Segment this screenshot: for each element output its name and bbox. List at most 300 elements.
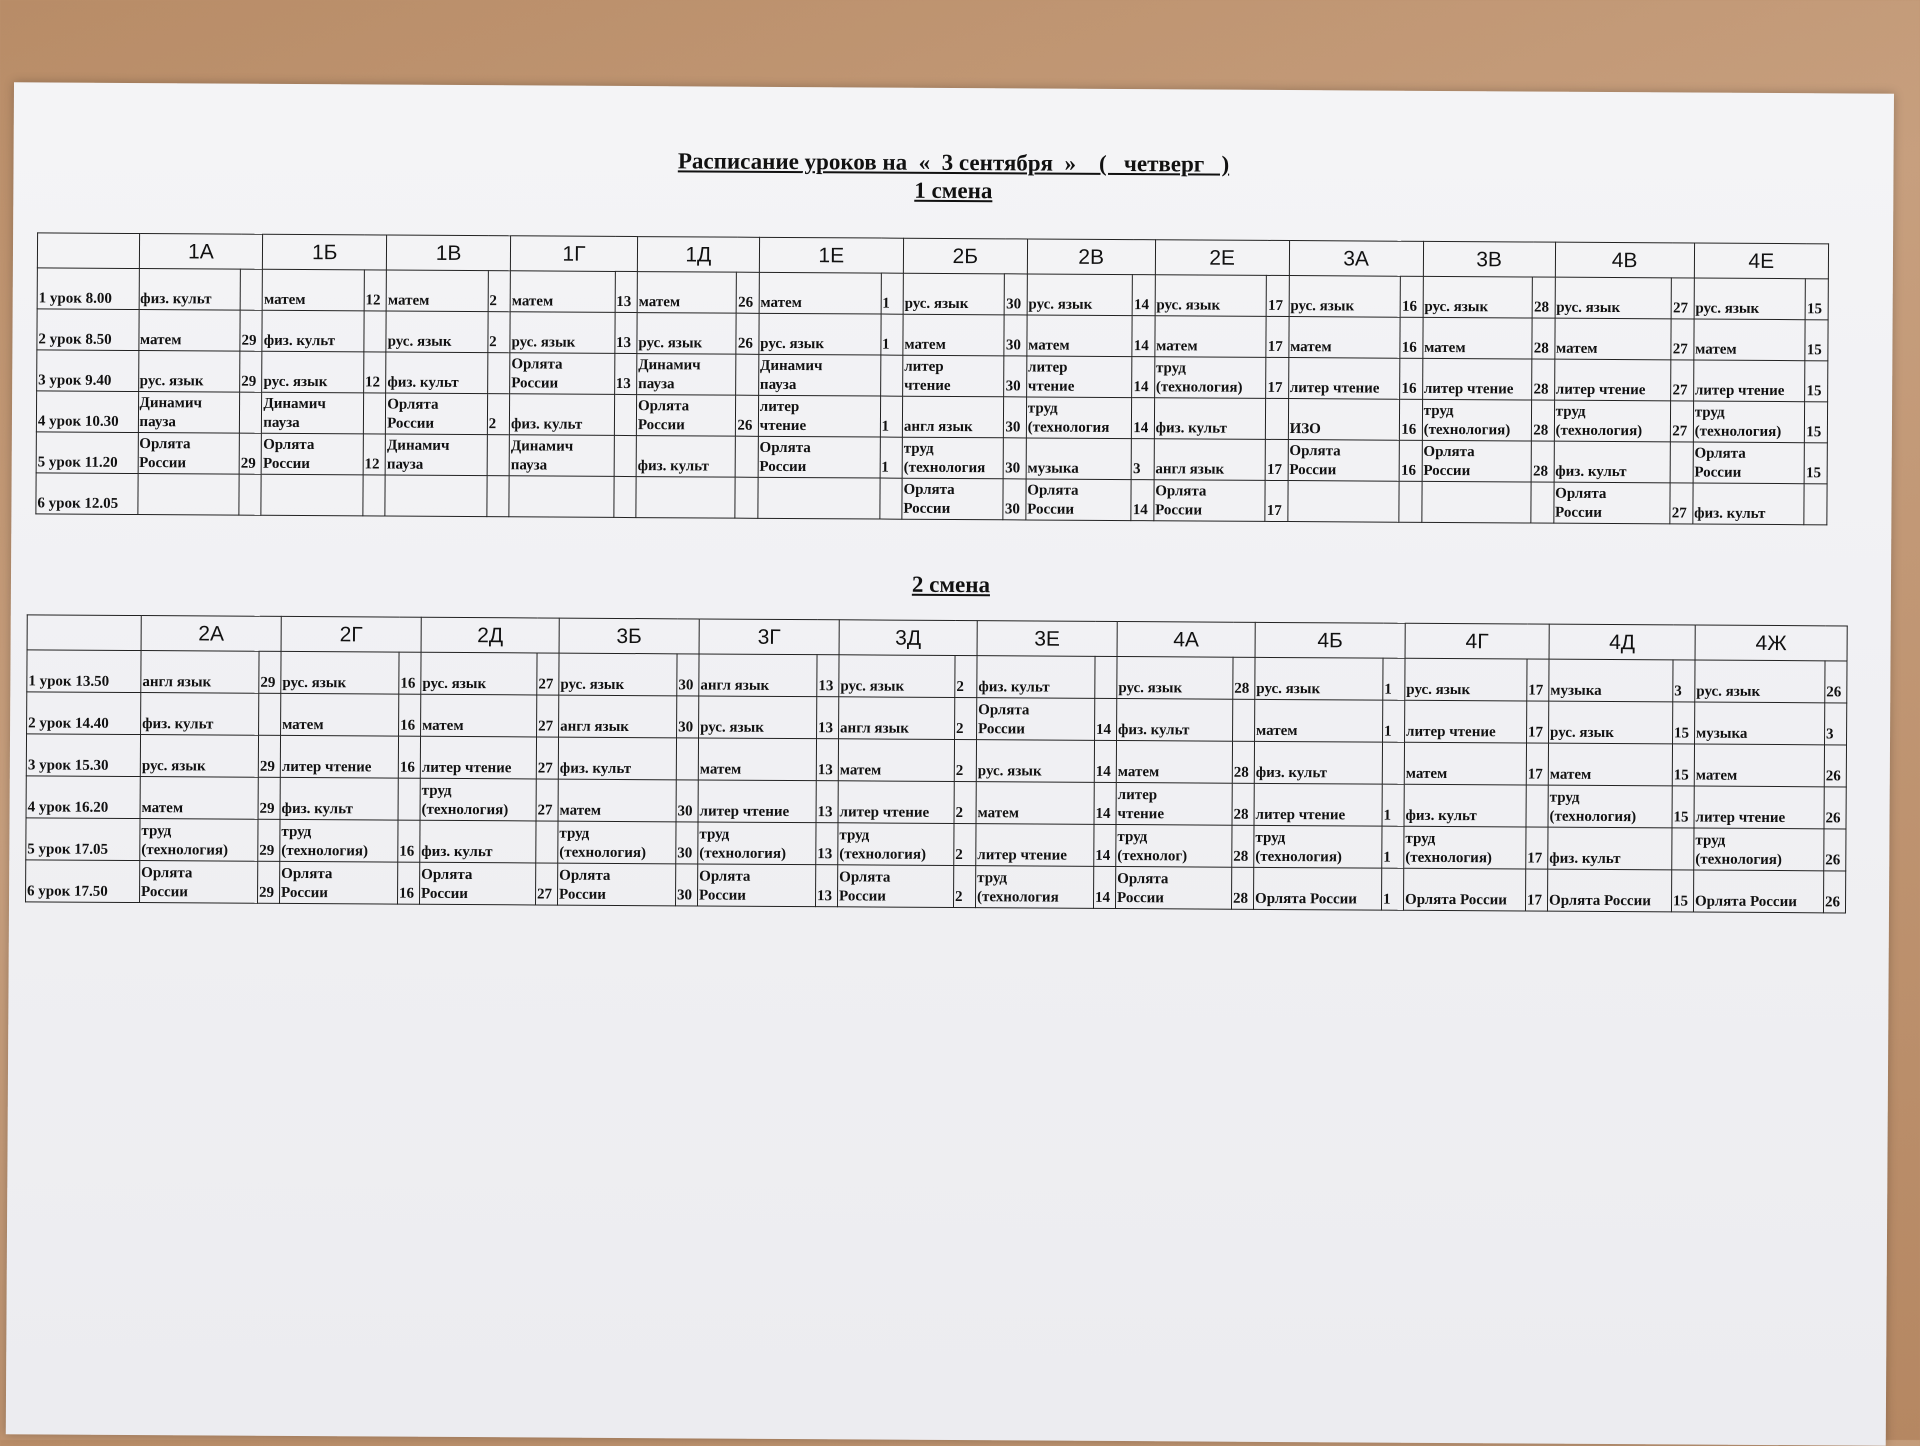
room-cell: 12	[364, 270, 387, 311]
room-cell	[487, 353, 510, 394]
room-cell	[1531, 482, 1554, 523]
subject-cell: матем	[1694, 744, 1824, 787]
subject-cell: труд (технология	[1026, 397, 1132, 439]
subject-cell: матем	[1155, 316, 1267, 358]
subject-cell: литер чтение	[1422, 358, 1532, 400]
subject-cell: рус. язык	[1155, 275, 1267, 317]
room-cell: 27	[1671, 319, 1694, 360]
room-cell: 13	[817, 655, 839, 697]
subject-cell: Орлята России	[902, 478, 1004, 520]
room-cell: 1	[880, 437, 903, 478]
class-header: 3Б	[559, 618, 699, 654]
subject-cell: Динамич пауза	[758, 354, 880, 396]
class-header: 2А	[141, 616, 281, 652]
room-cell: 30	[676, 822, 698, 864]
room-cell: 26	[1824, 787, 1846, 829]
subject-cell: Орлята России	[386, 393, 488, 435]
room-cell: 16	[1400, 276, 1423, 317]
subject-cell: труд (технология)	[1254, 825, 1382, 868]
room-cell: 1	[1382, 826, 1404, 868]
room-cell	[614, 435, 637, 476]
room-cell: 2	[955, 698, 977, 740]
header-corner	[37, 233, 139, 269]
class-header: 1В	[387, 235, 511, 271]
room-cell	[1526, 785, 1548, 827]
room-cell	[1672, 828, 1694, 870]
subject-cell: труд (технология)	[140, 819, 258, 862]
room-cell: 17	[1525, 869, 1547, 911]
room-cell: 14	[1095, 698, 1117, 740]
room-cell	[1233, 699, 1255, 741]
room-cell: 14	[1093, 866, 1115, 908]
room-cell: 1	[1382, 784, 1404, 826]
room-cell	[363, 393, 386, 434]
room-cell: 30	[1004, 315, 1027, 356]
subject-cell: Орлята России	[140, 861, 258, 904]
room-cell: 1	[1381, 868, 1403, 910]
subject-cell: матем	[903, 314, 1005, 356]
subject-cell: физ. культ	[1693, 483, 1805, 525]
room-cell: 16	[399, 652, 421, 694]
room-cell	[880, 355, 903, 396]
room-cell: 14	[1132, 275, 1155, 316]
room-cell: 14	[1131, 480, 1154, 521]
room-cell: 12	[364, 352, 387, 393]
subject-cell: труд (технология)	[698, 822, 816, 865]
subject-cell: Орлята России	[510, 353, 615, 395]
room-cell	[487, 476, 510, 517]
subject-cell	[509, 476, 614, 518]
room-cell: 28	[1232, 741, 1254, 783]
lesson-time: 5 урок 17.05	[26, 818, 140, 861]
room-cell: 28	[1233, 657, 1255, 699]
room-cell: 2	[955, 656, 977, 698]
subject-cell: Орлята России	[697, 864, 815, 907]
room-cell: 14	[1132, 316, 1155, 357]
room-cell: 2	[488, 312, 511, 353]
class-header: 3В	[1423, 241, 1555, 277]
room-cell	[363, 475, 386, 516]
class-header: 1Б	[263, 234, 387, 270]
room-cell: 17	[1266, 357, 1289, 398]
subject-cell: матем	[558, 779, 676, 822]
room-cell: 13	[614, 353, 637, 394]
class-header: 3А	[1289, 241, 1423, 277]
lesson-time: 2 урок 14.40	[27, 692, 141, 735]
subject-cell	[1288, 481, 1400, 523]
subject-cell: англ язык	[1154, 439, 1266, 481]
subject-cell	[261, 474, 363, 516]
subject-cell: рус. язык	[1117, 657, 1233, 700]
room-cell	[536, 821, 558, 863]
room-cell: 13	[816, 823, 838, 865]
room-cell: 15	[1804, 443, 1827, 484]
subject-cell: литер чтение	[280, 735, 398, 778]
subject-cell: рус. язык	[903, 273, 1005, 315]
subject-cell: литер чтение	[1116, 783, 1232, 826]
room-cell: 26	[736, 313, 759, 354]
room-cell: 1	[880, 396, 903, 437]
subject-cell: Орлята России	[420, 862, 536, 905]
subject-cell: матем	[281, 693, 399, 736]
room-cell: 28	[1532, 400, 1555, 441]
subject-cell: рус. язык	[1555, 277, 1672, 319]
room-cell: 3	[1825, 703, 1847, 745]
subject-cell: труд (технология)	[280, 819, 398, 862]
room-cell: 27	[1671, 401, 1694, 442]
room-cell: 17	[1526, 743, 1548, 785]
subject-cell: литер чтение	[1693, 360, 1805, 402]
room-cell: 16	[1400, 358, 1423, 399]
room-cell: 13	[614, 312, 637, 353]
lesson-time: 3 урок 15.30	[26, 734, 140, 777]
subject-cell: труд (технолог)	[1116, 825, 1232, 868]
subject-cell: матем	[140, 777, 258, 820]
room-cell: 1	[1383, 658, 1405, 700]
room-cell: 29	[239, 433, 262, 474]
class-header: 2Е	[1155, 240, 1289, 276]
room-cell	[736, 436, 759, 477]
room-cell: 27	[537, 653, 559, 695]
room-cell	[614, 394, 637, 435]
room-cell: 27	[1670, 483, 1693, 524]
subject-cell: литер чтение	[976, 824, 1094, 867]
subject-cell: музыка	[1026, 438, 1132, 480]
subject-cell: матем	[637, 272, 737, 314]
room-cell: 13	[817, 697, 839, 739]
room-cell	[1382, 742, 1404, 784]
room-cell: 28	[1532, 318, 1555, 359]
room-cell: 2	[488, 271, 511, 312]
class-header: 1Д	[637, 237, 759, 273]
room-cell: 17	[1527, 701, 1549, 743]
subject-cell: музыка	[1695, 702, 1825, 745]
room-cell: 13	[816, 739, 838, 781]
room-cell: 2	[954, 740, 976, 782]
subject-cell: рус. язык	[1695, 660, 1825, 703]
subject-cell: рус. язык	[1027, 274, 1133, 316]
subject-cell: рус. язык	[281, 651, 399, 694]
subject-cell: труд (технология)	[838, 823, 954, 866]
room-cell: 28	[1531, 441, 1554, 482]
room-cell: 15	[1805, 320, 1828, 361]
room-cell: 30	[1004, 356, 1027, 397]
subject-cell: матем	[421, 694, 537, 737]
subject-cell: рус. язык	[140, 735, 258, 778]
subject-cell: Орлята России	[280, 861, 398, 904]
subject-cell: физ. культ	[386, 352, 488, 394]
room-cell	[1266, 398, 1289, 439]
room-cell: 17	[1265, 480, 1288, 521]
subject-cell: музыка	[1549, 659, 1673, 702]
subject-cell: рус. язык	[839, 655, 955, 698]
class-header: 4А	[1117, 622, 1255, 658]
subject-cell: физ. культ	[1154, 398, 1266, 440]
subject-cell: рус. язык	[1289, 276, 1401, 318]
subject-cell: рус. язык	[759, 313, 881, 355]
subject-cell: Орлята России	[1693, 442, 1805, 484]
subject-cell: матем	[1548, 743, 1672, 786]
room-cell	[239, 474, 262, 515]
room-cell	[259, 693, 281, 735]
shift2-heading: 2 смена	[911, 571, 991, 598]
room-cell	[735, 477, 758, 518]
subject-cell: рус. язык	[421, 652, 537, 695]
class-header: 3Е	[977, 621, 1117, 657]
room-cell: 16	[398, 862, 420, 904]
room-cell: 16	[398, 820, 420, 862]
subject-cell: англ язык	[699, 654, 817, 697]
room-cell: 16	[1400, 317, 1423, 358]
room-cell	[676, 738, 698, 780]
subject-cell	[385, 475, 487, 517]
class-header: 3Д	[839, 620, 977, 656]
room-cell: 16	[399, 694, 421, 736]
subject-cell: рус. язык	[976, 740, 1094, 783]
room-cell: 15	[1672, 744, 1694, 786]
room-cell: 17	[1266, 275, 1289, 316]
room-cell: 12	[363, 434, 386, 475]
subject-cell: матем	[838, 739, 954, 782]
room-cell: 15	[1805, 361, 1828, 402]
room-cell	[398, 778, 420, 820]
schedule-title: Расписание уроков на « 3 сентября » ( четверг )	[677, 148, 1230, 177]
class-header: 4Е	[1694, 243, 1828, 279]
subject-cell: матем	[1554, 318, 1671, 360]
class-header: 3Г	[699, 619, 839, 655]
class-header: 4Г	[1405, 623, 1549, 659]
subject-cell: матем	[1027, 315, 1133, 357]
subject-cell: рус. язык	[1405, 658, 1527, 701]
subject-cell: Динамич пауза	[385, 434, 487, 476]
room-cell: 27	[1671, 278, 1694, 319]
room-cell	[240, 269, 263, 310]
room-cell	[1670, 442, 1693, 483]
subject-cell: литер чтение	[1405, 700, 1527, 743]
room-cell: 29	[258, 735, 280, 777]
subject-cell: труд (технология	[902, 437, 1004, 479]
subject-cell: труд (технология)	[1404, 826, 1526, 869]
subject-cell: матем	[138, 310, 240, 352]
lesson-time: 3 урок 9.40	[37, 350, 139, 392]
subject-cell: Динамич пауза	[262, 392, 364, 434]
room-cell: 30	[1004, 438, 1027, 479]
subject-cell	[636, 477, 736, 519]
subject-cell: физ. культ	[141, 693, 259, 736]
subject-cell: литер чтение	[1254, 783, 1382, 826]
subject-cell	[758, 477, 880, 519]
subject-cell: литер чтение	[420, 736, 536, 779]
subject-cell: физ. культ	[558, 737, 676, 780]
subject-cell: рус. язык	[1549, 701, 1673, 744]
room-cell: 30	[677, 696, 699, 738]
subject-cell: физ. культ	[636, 436, 736, 478]
subject-cell: литер чтение	[903, 355, 1005, 397]
subject-cell: физ. культ	[1254, 741, 1382, 784]
subject-cell: Орлята России	[1403, 868, 1525, 911]
subject-cell: Орлята России	[636, 395, 736, 437]
room-cell: 28	[1232, 825, 1254, 867]
room-cell: 14	[1094, 740, 1116, 782]
room-cell: 26	[736, 395, 759, 436]
room-cell: 27	[536, 779, 558, 821]
room-cell: 3	[1673, 660, 1695, 702]
room-cell: 16	[1400, 399, 1423, 440]
room-cell	[736, 354, 759, 395]
room-cell: 15	[1673, 702, 1695, 744]
room-cell: 15	[1805, 402, 1828, 443]
room-cell: 28	[1532, 359, 1555, 400]
subject-cell: физ. культ	[1554, 441, 1671, 483]
subject-cell: матем	[1694, 319, 1806, 361]
subject-cell: Орлята России	[1115, 867, 1231, 910]
subject-cell: физ. культ	[1548, 827, 1672, 870]
room-cell: 28	[1532, 277, 1555, 318]
subject-cell: физ. культ	[977, 656, 1095, 699]
header-corner	[27, 615, 141, 651]
room-cell: 14	[1132, 398, 1155, 439]
room-cell: 29	[240, 310, 263, 351]
class-header: 1Г	[510, 236, 637, 272]
subject-cell: англ язык	[839, 697, 955, 740]
room-cell: 26	[1824, 829, 1846, 871]
room-cell	[1095, 656, 1117, 698]
subject-cell: Орлята России	[1026, 479, 1132, 521]
subject-cell: англ язык	[559, 695, 677, 738]
subject-cell: матем	[976, 782, 1094, 825]
subject-cell: матем	[1255, 699, 1383, 742]
subject-cell: труд (технология)	[1154, 357, 1266, 399]
room-cell: 15	[1805, 279, 1828, 320]
room-cell: 27	[1671, 360, 1694, 401]
subject-cell: Орлята России	[977, 698, 1095, 741]
subject-cell: рус. язык	[1255, 657, 1383, 700]
subject-cell: матем	[1404, 742, 1526, 785]
subject-cell: рус. язык	[637, 313, 737, 355]
subject-cell: литер чтение	[698, 780, 816, 823]
class-header: 4Ж	[1695, 625, 1847, 661]
room-cell: 15	[1671, 870, 1693, 912]
subject-cell: Динамич пауза	[509, 435, 614, 477]
subject-cell	[137, 474, 239, 516]
subject-cell: труд (технология	[975, 866, 1093, 909]
room-cell: 26	[1825, 661, 1847, 703]
subject-cell: Орлята России	[1253, 867, 1381, 910]
room-cell: 17	[1526, 827, 1548, 869]
subject-cell: ИЗО	[1288, 399, 1400, 441]
subject-cell: Орлята России	[138, 433, 240, 475]
subject-cell: труд (технология)	[420, 778, 536, 821]
room-cell: 15	[1672, 786, 1694, 828]
lesson-time: 6 урок 17.50	[26, 860, 140, 903]
lesson-time: 2 урок 8.50	[37, 309, 139, 351]
lesson-time: 4 урок 10.30	[36, 391, 138, 433]
subject-cell: матем	[510, 271, 615, 313]
room-cell	[1804, 484, 1827, 525]
room-cell	[487, 435, 510, 476]
subject-cell: матем	[386, 270, 488, 312]
room-cell: 30	[675, 864, 697, 906]
subject-cell: матем	[1423, 317, 1533, 359]
subject-cell: Орлята России	[558, 863, 676, 906]
subject-cell: рус. язык	[699, 696, 817, 739]
subject-cell: Динамич пауза	[138, 392, 240, 434]
room-cell	[1399, 481, 1422, 522]
class-header: 4В	[1555, 242, 1694, 278]
room-cell: 26	[1824, 745, 1846, 787]
class-header: 1Е	[759, 237, 903, 273]
subject-cell: труд (технология)	[1548, 785, 1672, 828]
room-cell: 14	[1094, 824, 1116, 866]
lesson-time: 5 урок 11.20	[36, 432, 138, 474]
subject-cell: матем	[698, 738, 816, 781]
subject-cell: литер чтение	[1554, 359, 1671, 401]
room-cell: 26	[1823, 871, 1845, 913]
subject-cell: физ. культ	[420, 820, 536, 863]
subject-cell: Орлята России	[1693, 870, 1823, 913]
subject-cell: физ. культ	[1117, 699, 1233, 742]
subject-cell: физ. культ	[262, 310, 364, 352]
subject-cell: физ. культ	[509, 394, 614, 436]
subject-cell	[1422, 481, 1532, 523]
shift2-table	[25, 614, 1848, 913]
subject-cell: труд (технология)	[1422, 399, 1532, 441]
room-cell: 2	[953, 866, 975, 908]
room-cell: 28	[1232, 783, 1254, 825]
room-cell: 2	[954, 824, 976, 866]
subject-cell: труд (технология)	[1693, 401, 1805, 443]
subject-cell: Орлята России	[1422, 440, 1532, 482]
room-cell: 16	[1399, 440, 1422, 481]
lesson-time: 1 урок 8.00	[37, 268, 139, 310]
class-header: 1А	[139, 234, 263, 270]
room-cell: 14	[1094, 782, 1116, 824]
subject-cell: рус. язык	[386, 311, 488, 353]
room-cell	[364, 311, 387, 352]
room-cell: 17	[1265, 439, 1288, 480]
class-header: 2Г	[281, 616, 421, 652]
subject-cell: физ. культ	[139, 269, 241, 311]
room-cell: 1	[880, 314, 903, 355]
subject-cell: литер чтение	[1694, 786, 1824, 829]
subject-cell: рус. язык	[510, 312, 615, 354]
subject-cell: матем	[759, 272, 881, 314]
subject-cell: рус. язык	[262, 351, 364, 393]
subject-cell: рус. язык	[1423, 276, 1533, 318]
subject-cell: англ язык	[141, 651, 259, 694]
room-cell: 1	[1383, 700, 1405, 742]
subject-cell: рус. язык	[1694, 278, 1806, 320]
room-cell: 30	[677, 654, 699, 696]
room-cell: 13	[815, 865, 837, 907]
room-cell: 17	[1527, 659, 1549, 701]
lesson-time: 1 урок 13.50	[27, 650, 141, 693]
subject-cell: Орлята России	[261, 433, 363, 475]
room-cell: 1	[881, 273, 904, 314]
subject-cell: рус. язык	[138, 351, 240, 393]
room-cell: 29	[259, 651, 281, 693]
room-cell: 30	[1004, 397, 1027, 438]
room-cell: 14	[1132, 357, 1155, 398]
subject-cell: литер чтение	[1026, 356, 1132, 398]
subject-cell: Орлята России	[1547, 869, 1671, 912]
subject-cell: физ. культ	[1404, 784, 1526, 827]
subject-cell: труд (технология)	[558, 821, 676, 864]
class-header: 4Д	[1549, 624, 1695, 660]
room-cell: 2	[954, 782, 976, 824]
subject-cell: литер чтение	[838, 781, 954, 824]
room-cell: 30	[1005, 274, 1028, 315]
